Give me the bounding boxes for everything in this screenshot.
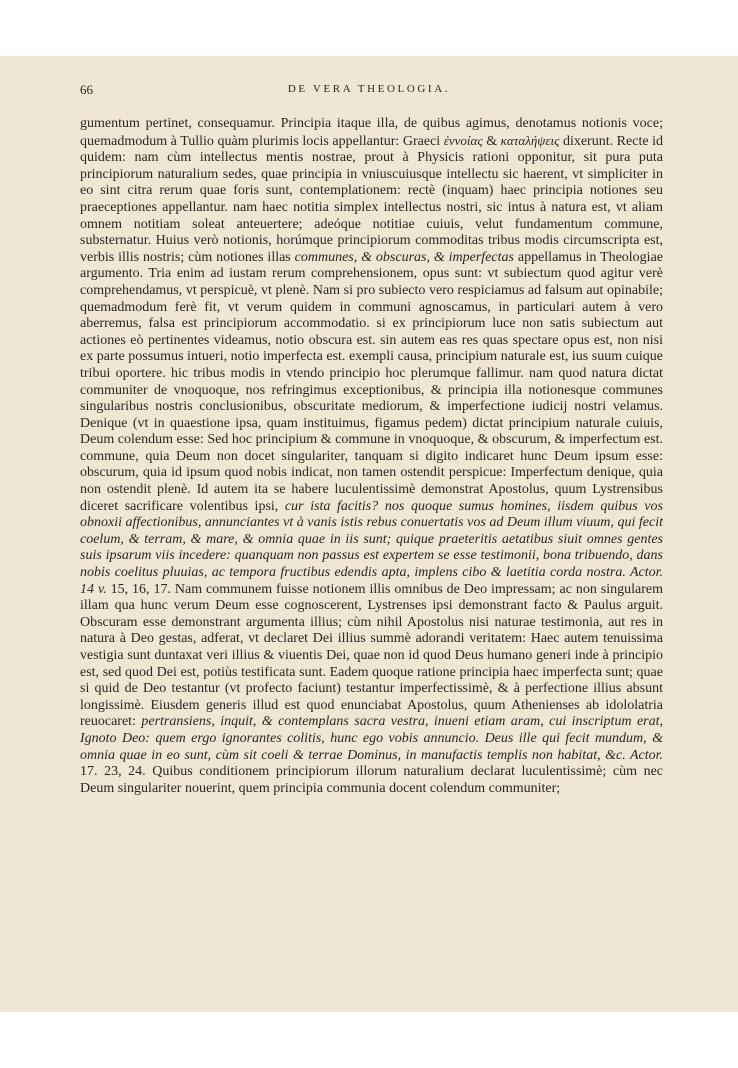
greek-text-segment: ἐννοίας [443,132,483,148]
italic-text-segment: communes, & obscuras, & imperfectas [294,249,514,265]
greek-text-segment: καταλήψεις [500,132,560,148]
text-segment: 17. 23, 24. Quibus conditionem principiorum illorum naturalium declarat luculentissimè; cùm nec Deum singulariter nouerint, quem principia communia docent colendum communiter; [80,764,663,796]
page-number: 66 [80,82,93,97]
italic-text-segment: pertransiens, inquit, & contemplans sacra vestra, inueni etiam aram, cui inscriptum erat, Ignoto Deo: quem ergo ignorantes colitis, hunc ego vobis annuncio. Deus ille qui fecit mundum, & omnia quae in eo sunt, cùm sit coeli & terrae Dominus, in manufactis templis non habitat, &c. Actor. [80,714,663,763]
text-segment: appellamus in Theologiae argumento. Tria enim ad iustam rerum comprehensionem, opus sunt: vt subiectum quod agitur verè comprehendamus, vt perspicuè, vt plenè. Nam si pro subiecto vero respiciamus ad falsum aut opinabile; quemadmodum ferè fit, vt verum quidem in communi agnoscamus, in particulari autem à vero aberremus, falsa est principiorum accommodatio. si ex principiorum luce non satis subiectum aut actiones eò pertinentes videamus, notio obscura est. sin autem eas res quas spectare opus est, non nisi ex parte possumus intueri, notio imperfecta est. exempli causa, principium naturale est, ius suum cuique tribui oportere. hic tribus modis in vtendo principio hoc plerumque fallimur. nam quod natura dictat communiter de vnoquoque, nos refringimus exceptionibus, & principia illa notionesque communes singularibus nostris conclusionibus, obscuritate mediorum, & imperfectione iudicij nostri velamus. Denique (vt in quaestione ipsa, quam instituimus, figamus pedem) dictat principium naturale cuiuis, Deum colendum esse: Sed hoc principium & commune in vnoquoque, & obscurum, & imperfectum est. commune, quia Deum non docet singulariter, tanquam si digito indicaret hunc Deum ipsum esse: obscurum, quia id ipsum quod nobis indicat, non tamen ostendit perspicue: Imperfectum denique, quia non ostendit plenè. Id autem ita se habere luculentissimè demonstrat Apostolus, quum Lystrensibus diceret sacrificare volentibus ipsi, [80,249,663,514]
book-page [0,56,738,1012]
text-segment: 15, 16, 17. Nam communem fuisse notionem illis omnibus de Deo impressam; ac non singularem illam qua hunc verum Deum esse cognoscerent, Lystrenses ipsi demonstrant facto & Paulus arguit. Obscuram esse demonstrant argumenta illius; cùm nihil Apostolus nisi naturae testimonia, aut res in natura à Deo gestas, adferat, vt declaret Dei illius summè adorandi veritatem: Haec autem tenuissima vestigia sunt duntaxat veri illius & viuentis Dei, quae non id quod Deus humano generi inde à principio est, sed quod Dei est, potiùs testificata sunt. Eadem quoque ratione principia haec imperfecta sunt; quae si quid de Deo testantur (vt profecto faciunt) testantur imperfectissimè, & à perfectione illius absunt longissimè. Eiusdem generis illud est quod enunciabat Apostolus, quum Athenienses ab idololatria reuocaret: [80,581,663,730]
text-segment: gumentum pertinet, consequamur. Principia itaque illa, de quibus agimus, denotamus notionis voce; quemadmodum à Tullio quàm plurimis locis appellantur: Graeci [80,116,663,149]
page-header [80,82,658,102]
italic-text-segment: cur ista facitis? nos quoque sumus homines, iisdem quibus vos obnoxii affectionibus, annunciantes vt à vanis istis rebus conuertatis vos ad Deum illum viuum, qui fecit coelum, & terram, & mare, & omnia quae in iis sunt; quique praeteritis aetatibus siuit omnes gentes suis ipsarum viis incedere: quanquam non passus est expertem se esse testimonii, bona tribuendo, dans nobis coelitus pluuias, ac tempora fructibus edendis apta, implens cibo & laetitia corda nostra. Actor. 14 v. [80,498,663,597]
running-title: DE VERA THEOLOGIA. [287,83,451,95]
text-segment: & [482,133,501,149]
text-segment: dixerunt. Recte id quidem: nam cùm intellectus mentis nostrae, prout à Physicis rationi opponitur, sit pura puta principiorum naturalium sedes, quae principia in vniuscuiusque intellectu sic haerent, vt simpliciter in eo sint citra rerum quae foris sunt, contemplationem: rectè (inquam) haec principia notiones seu praeceptiones appellantur. nam haec notitia simplex intellectus nostri, sic intus à natura est, vt aliam omnem notitiam soleat anteuertere; adeóque notitiae cuiuis, velut fundamentum commune, substernatur. Huius verò notionis, horúmque principiorum commoditas tribus modis circumscripta est, verbis illis nostris; cùm notiones illas [80,133,664,265]
body-text [80,116,663,797]
